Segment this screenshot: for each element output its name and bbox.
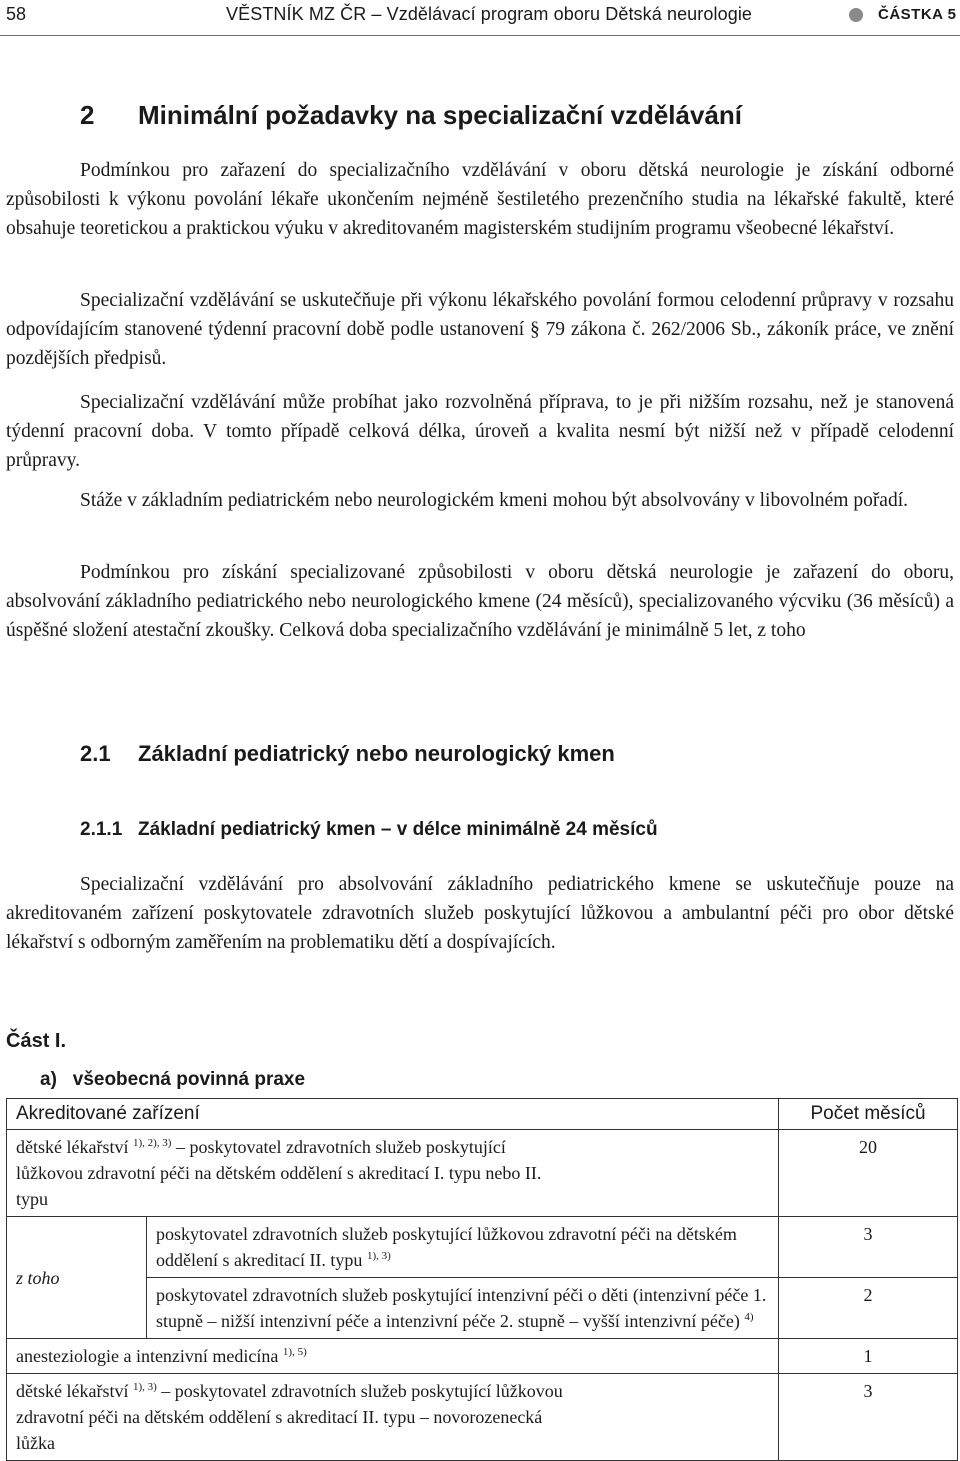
table-header-row — [7, 1099, 958, 1130]
header-part: ČÁSTKA 5 — [878, 6, 957, 23]
header-facility: Akreditované zařízení — [7, 1099, 779, 1130]
page-number: 58 — [6, 4, 27, 24]
table-row — [7, 1130, 958, 1217]
subsection-label: a) — [40, 1069, 57, 1090]
page-header — [0, 0, 960, 36]
table-row — [7, 1339, 958, 1374]
months-cell: 3 — [779, 1217, 958, 1278]
months-cell: 3 — [779, 1374, 958, 1461]
paragraph-3: Specializační vzdělávání může probíhat jako rozvolněná příprava, to je při nižším rozsahu, než je stanovená týdenní pracovní doba. V tomto případě celková délka, úroveň a kvalita nesmí být nižší než v případě celodenní průpravy. — [6, 392, 954, 471]
paragraph-1: Podmínkou pro zařazení do specializačního vzdělávání v oboru dětská neurologie je získání odborné způsobilosti k výkonu povolání lékaře ukončením nejméně šestiletého prezenčního studia na lékařské fakultě, které obsahuje teoretickou a praktickou výuku v akreditovaném magisterském studijním programu všeobecné lékařství. — [6, 160, 954, 239]
bullet-dot-icon — [849, 8, 863, 22]
paragraph-4: Stáže v základním pediatrickém nebo neurologickém kmeni mohou být absolvovány v libovolném pořadí. — [80, 490, 909, 511]
section-title: Základní pediatrický kmen – v délce minimálně 24 měsíců — [138, 819, 658, 840]
subsection-a-heading — [40, 1069, 305, 1091]
facility-cell: dětské lékařství $^{1), 2), 3)}$ – poskytovatel zdravotních služeb poskytující lůžkovou zdravotní péči na dětském oddělení s akreditací I. typu nebo II. typu — [7, 1130, 779, 1217]
subsection-title: všeobecná povinná praxe — [72, 1069, 306, 1090]
facility-cell: anesteziologie a intenzivní medicína $^{1), 5)}$ — [7, 1339, 779, 1374]
header-divider — [0, 35, 960, 36]
facility-cell: poskytovatel zdravotních služeb poskytující intenzivní péči o děti (intenzivní péče 1. stupně – nižší intenzivní péče a intenzivní péče 2. stupně – vyšší intenzivní péče) $^{4)}$ — [147, 1278, 779, 1339]
facility-cell: poskytovatel zdravotních služeb poskytující lůžkovou zdravotní péči na dětském oddělení s akreditací II. typu $^{1), 3)}$ — [147, 1217, 779, 1278]
section-title: Základní pediatrický nebo neurologický kmen — [138, 741, 615, 766]
ztoho-cell: z toho — [7, 1217, 147, 1339]
section-2-1-heading — [80, 741, 615, 767]
table-row — [7, 1217, 958, 1278]
section-2-1-1-heading — [80, 819, 658, 841]
section-2-heading — [80, 100, 742, 131]
months-cell: 1 — [779, 1339, 958, 1374]
section-number: 2.1 — [80, 741, 111, 766]
paragraph-5: Podmínkou pro získání specializované způsobilosti v oboru dětská neurologie je zařazení do oboru, absolvování základního pediatrického nebo neurologického kmene (24 měsíců), specializovaného výcviku (36 měsíců) a úspěšné složení atestační zkoušky. Celková doba specializačního vzdělávání je minimálně 5 let, z toho — [6, 562, 954, 641]
paragraph-2: Specializační vzdělávání se uskutečňuje při výkonu lékařského povolání formou celodenní průpravy v rozsahu odpovídajícím stanovené týdenní pracovní době podle ustanovení § 79 zákona č. 262/2006 Sb., zákoník práce, ve znění pozdějších předpisů. — [6, 290, 954, 369]
part-1-heading: Část I. — [6, 1030, 67, 1052]
paragraph-6: Specializační vzdělávání pro absolvování základního pediatrického kmene se uskutečňuje pouze na akreditovaném zařízení poskytovatele zdravotních služeb poskytující lůžkovou a ambulantní péči pro obor dětské lékařství s odborným zaměřením na problematiku dětí a dospívajících. — [6, 874, 954, 953]
section-title: Minimální požadavky na specializační vzdělávání — [138, 100, 743, 130]
table-row — [7, 1278, 958, 1339]
section-number: 2.1.1 — [80, 819, 123, 840]
months-cell: 2 — [779, 1278, 958, 1339]
section-number: 2 — [80, 100, 95, 130]
header-title: VĚSTNÍK MZ ČR – Vzdělávací program oboru Dětská neurologie — [226, 4, 753, 24]
table-row — [7, 1374, 958, 1461]
header-months: Počet měsíců — [779, 1099, 958, 1130]
months-cell: 20 — [779, 1130, 958, 1217]
practice-table — [6, 1098, 958, 1461]
facility-cell: dětské lékařství $^{1), 3)}$ – poskytovatel zdravotních služeb poskytující lůžkovou zdravotní péči na dětském oddělení s akreditací II. typu – novorozenecká lůžka — [7, 1374, 779, 1461]
